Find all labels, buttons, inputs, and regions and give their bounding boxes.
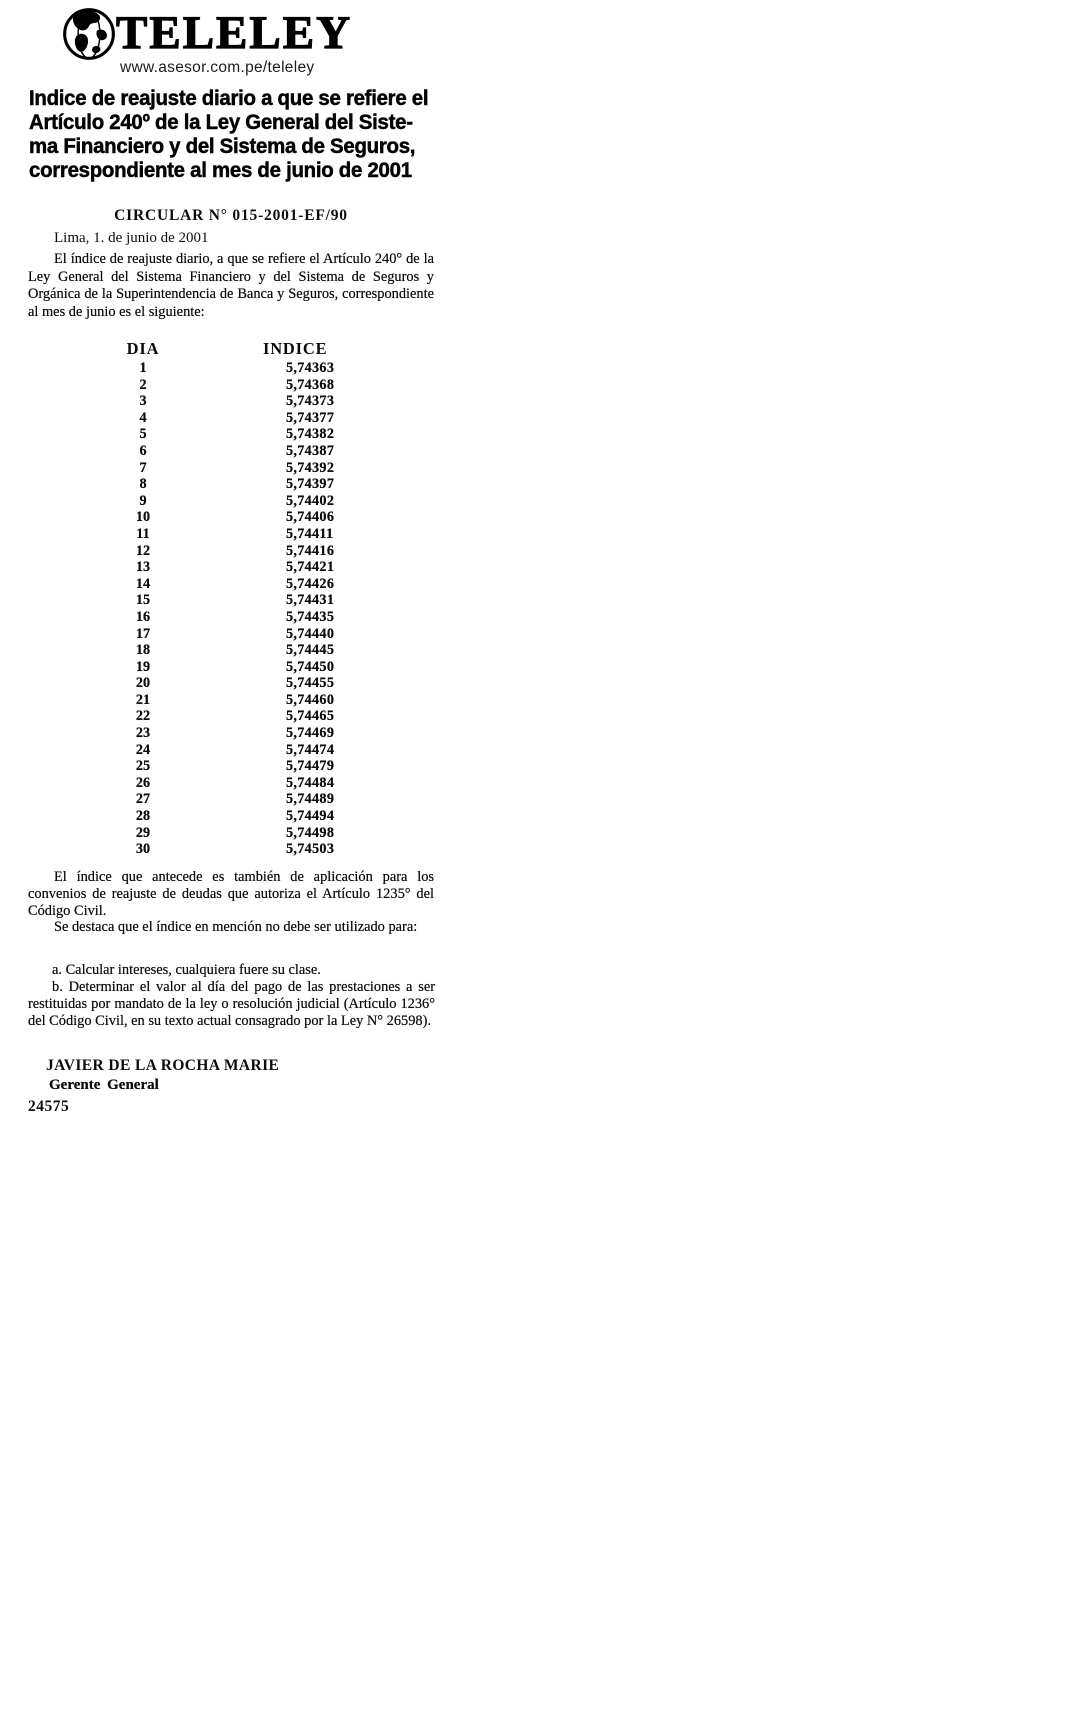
day-cell: 26 — [135, 774, 151, 791]
index-cell: 5,74440 — [286, 625, 335, 642]
brand-name: TELELEY — [116, 7, 353, 59]
table-row — [0, 543, 440, 560]
day-cell: 18 — [135, 642, 151, 659]
index-cell: 5,74411 — [286, 525, 334, 542]
index-cell: 5,74503 — [286, 841, 335, 858]
table-row — [0, 642, 440, 659]
table-row — [0, 841, 440, 858]
index-cell: 5,74426 — [286, 575, 335, 592]
day-cell: 6 — [139, 442, 147, 459]
index-cell: 5,74387 — [286, 442, 335, 459]
day-cell: 7 — [139, 459, 147, 476]
globe-icon — [62, 5, 116, 63]
index-cell: 5,74421 — [286, 559, 335, 576]
dateline: Lima, 1. de junio de 2001 — [54, 230, 209, 246]
index-cell: 5,74416 — [286, 542, 335, 559]
index-cell: 5,74392 — [286, 459, 335, 476]
day-cell: 14 — [135, 575, 151, 592]
day-cell: 19 — [135, 658, 151, 675]
index-cell: 5,74450 — [286, 658, 335, 675]
table-row — [0, 493, 440, 510]
day-cell: 8 — [139, 476, 147, 493]
index-cell: 5,74465 — [286, 708, 335, 725]
day-cell: 25 — [135, 758, 151, 775]
table-row — [0, 725, 440, 742]
index-cell: 5,74406 — [286, 509, 335, 526]
day-cell: 28 — [135, 808, 151, 825]
day-cell: 24 — [135, 741, 151, 758]
day-cell: 20 — [135, 675, 151, 692]
index-table — [0, 339, 440, 858]
index-cell: 5,74373 — [286, 393, 335, 410]
closing-paragraphs — [28, 869, 434, 936]
day-cell: 11 — [136, 525, 150, 542]
signatory-name: JAVIER DE LA ROCHA MARIE — [46, 1057, 280, 1074]
closing-paragraph-1: El índice que antecede es también de aplicación para los convenios de reajuste de deudas que autoriza el Artículo 1235° del Código Civil. — [28, 869, 434, 919]
day-cell: 1 — [139, 360, 147, 376]
index-cell: 5,74402 — [286, 492, 335, 509]
table-header — [0, 339, 440, 360]
day-cell: 9 — [139, 492, 147, 509]
circular-title: CIRCULAR N° 015-2001-EF/90 — [114, 207, 348, 224]
table-row — [0, 758, 440, 775]
index-cell: 5,74474 — [286, 741, 335, 758]
signatory-title: Gerente General — [49, 1077, 159, 1093]
table-row — [0, 377, 440, 394]
index-cell: 5,74498 — [286, 824, 335, 841]
day-cell: 30 — [135, 841, 151, 858]
day-cell: 12 — [135, 542, 151, 559]
day-column-header: DIA — [126, 339, 160, 358]
table-row — [0, 476, 440, 493]
table-row — [0, 808, 440, 825]
index-cell: 5,74377 — [286, 409, 335, 426]
table-row — [0, 659, 440, 676]
document-number: 24575 — [28, 1098, 70, 1115]
table-row — [0, 775, 440, 792]
brand-url: www.asesor.com.pe/teleley — [120, 59, 315, 76]
index-cell: 5,74455 — [286, 675, 335, 692]
day-cell: 17 — [135, 625, 151, 642]
day-cell: 5 — [139, 426, 147, 443]
closing-paragraph-2: Se destaca que el índice en mención no debe ser utilizado para: — [54, 919, 418, 936]
table-row — [0, 825, 440, 842]
index-column-header: INDICE — [263, 339, 328, 358]
index-cell: 5,74397 — [286, 476, 335, 493]
index-cell: 5,74368 — [286, 376, 335, 393]
day-cell: 21 — [135, 691, 151, 708]
index-cell: 5,74479 — [286, 758, 335, 775]
day-cell: 15 — [135, 592, 151, 609]
index-cell: 5,74445 — [286, 642, 335, 659]
page-title: Indice de reajuste diario a que se refiere el Artículo 240º de la Ley General del Siste- ma Financiero y del Sistema de Seguros, correspondiente al mes de junio de 2001 — [29, 86, 429, 182]
table-row — [0, 559, 440, 576]
index-cell: 5,74469 — [286, 725, 335, 742]
index-cell: 5,74363 — [286, 360, 335, 376]
index-cell: 5,74494 — [286, 808, 335, 825]
day-cell: 22 — [135, 708, 151, 725]
day-cell: 23 — [135, 725, 151, 742]
intro-paragraph: El índice de reajuste diario, a que se refiere el Artículo 240° de la Ley General del Sistema Financiero y del Sistema de Seguros y Orgánica de la Superintendencia de Banca y Seguros, correspondiente al mes de junio es el siguiente: — [28, 251, 434, 320]
list-item-b: b. Determinar el valor al día del pago de las prestaciones a ser restituidas por mandato de la ley o resolución judicial (Artículo 1236° del Código Civil, en su texto actual consagrado por la Ley N° 26598). — [28, 978, 435, 1029]
day-cell: 27 — [135, 791, 151, 808]
table-row — [0, 708, 440, 725]
day-cell: 2 — [139, 376, 147, 393]
exclusion-list — [28, 962, 435, 1030]
index-cell: 5,74431 — [286, 592, 335, 609]
table-row — [0, 675, 440, 692]
day-cell: 13 — [135, 559, 151, 576]
table-row — [0, 393, 440, 410]
table-row — [0, 576, 440, 593]
table-body — [0, 360, 440, 858]
table-row — [0, 609, 440, 626]
table-row — [0, 460, 440, 477]
table-row — [0, 692, 440, 709]
table-row — [0, 360, 440, 377]
index-cell: 5,74489 — [286, 791, 335, 808]
table-row — [0, 426, 440, 443]
index-cell: 5,74484 — [286, 774, 335, 791]
day-cell: 3 — [139, 393, 147, 410]
list-item-a: a. Calcular intereses, cualquiera fuere su clase. — [52, 962, 321, 978]
table-row — [0, 592, 440, 609]
table-row — [0, 791, 440, 808]
day-cell: 16 — [135, 608, 151, 625]
table-row — [0, 526, 440, 543]
day-cell: 4 — [139, 409, 147, 426]
table-row — [0, 626, 440, 643]
index-cell: 5,74382 — [286, 426, 335, 443]
day-cell: 29 — [135, 824, 151, 841]
index-cell: 5,74435 — [286, 608, 335, 625]
index-cell: 5,74460 — [286, 691, 335, 708]
day-cell: 10 — [135, 509, 151, 526]
table-row — [0, 410, 440, 427]
table-row — [0, 443, 440, 460]
table-row — [0, 509, 440, 526]
table-row — [0, 742, 440, 759]
